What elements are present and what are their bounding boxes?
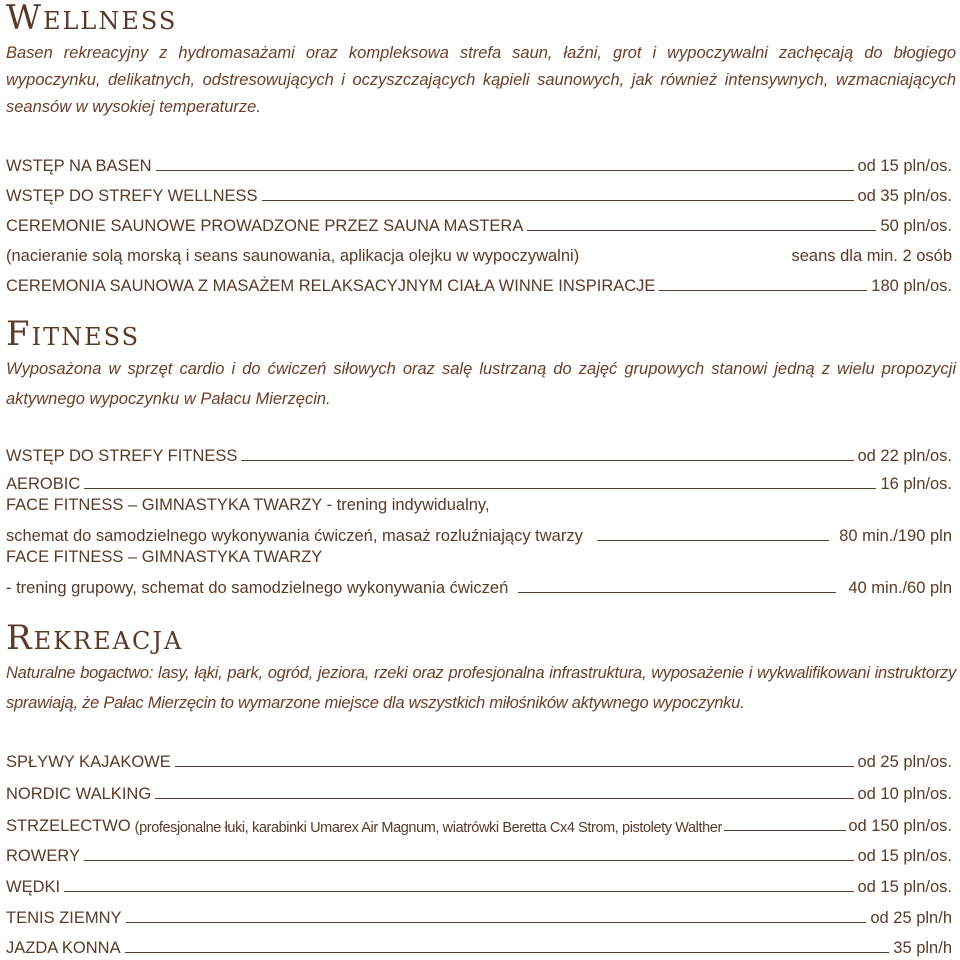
price-row-fitness [6, 440, 952, 466]
item-price: od 35 pln/os. [857, 187, 952, 205]
item-label: AEROBIC [6, 475, 81, 493]
leader-line [64, 891, 853, 892]
price-row-tenis [6, 902, 952, 928]
item-label: WSTĘP DO STREFY WELLNESS [6, 187, 258, 205]
price-row-basen [6, 150, 952, 176]
price-row-ceremonie-note [6, 240, 952, 266]
price-row-kajaki [6, 746, 952, 772]
item-label: NORDIC WALKING [6, 785, 152, 803]
leader-line [84, 860, 854, 861]
item-price: 80 min./190 pln [839, 527, 952, 545]
item-price: 50 pln/os. [880, 217, 952, 235]
fitness-heading: Fitness [6, 314, 141, 354]
item-label: JAZDA KONNA [6, 939, 121, 957]
leader-line [659, 290, 867, 291]
price-row-rowery [6, 840, 952, 866]
item-price: 16 pln/os. [880, 475, 952, 493]
item-label: CEREMONIE SAUNOWE PROWADZONE PRZEZ SAUNA MASTERA [6, 217, 524, 235]
price-row-ceremonie [6, 210, 952, 236]
leader-line [175, 766, 854, 767]
item-price: od 15 pln/os. [857, 878, 952, 896]
leader-line [518, 592, 836, 593]
item-price: od 22 pln/os. [857, 447, 952, 465]
leader-line [126, 922, 867, 923]
wellness-heading: Wellness [6, 0, 178, 38]
item-label: WSTĘP NA BASEN [6, 157, 152, 175]
item-price: 35 pln/h [893, 939, 952, 957]
leader-line [527, 230, 876, 231]
leader-line [262, 200, 854, 201]
price-row-wedki [6, 871, 952, 897]
item-price: 180 pln/os. [871, 277, 952, 295]
price-row-wellness [6, 180, 952, 206]
item-label: WĘDKI [6, 878, 61, 896]
leader-line [84, 488, 876, 489]
wellness-intro: Basen rekreacyjny z hydromasażami oraz kompleksowa strefa saun, łaźni, grot i wypoczywalni zachęcają do błogiego wypoczynku, delikatnych, odstresowujących i oczyszczających kąpieli saunowych, jak również intensywnych, wzmacniających seansów w wysokiej temperaturze. [6, 44, 956, 116]
item-price: 40 min./60 pln [848, 579, 952, 597]
item-price: od 25 pln/h [870, 909, 952, 927]
leader-line [156, 170, 854, 171]
leader-line [125, 952, 890, 953]
item-price-note: seans dla min. 2 osób [791, 247, 952, 265]
face-fitness-individual-title: FACE FITNESS – GIMNASTYKA TWARZY - trening indywidualny, [6, 496, 490, 514]
item-label: WSTĘP DO STREFY FITNESS [6, 447, 238, 465]
leader-line [155, 798, 853, 799]
leader-line [724, 830, 846, 831]
leader-line [241, 460, 853, 461]
face-fitness-group-title: FACE FITNESS – GIMNASTYKA TWARZY [6, 548, 323, 566]
item-label: TENIS ZIEMNY [6, 909, 122, 927]
price-row-face-fitness-group [6, 572, 952, 598]
item-label: CEREMONIA SAUNOWA Z MASAŻEM RELAKSACYJNYM CIAŁA WINNE INSPIRACJE [6, 277, 656, 295]
item-price: od 15 pln/os. [857, 847, 952, 865]
item-label: schemat do samodzielnego wykonywania ćwiczeń, masaż rozluźniający twarzy [6, 527, 583, 545]
price-row-ceremonia-masaz [6, 270, 952, 296]
price-row-face-fitness-individual [6, 520, 952, 546]
rekreacja-heading: Rekreacja [6, 618, 184, 658]
price-row-strzelectwo [6, 810, 952, 836]
price-row-aerobic [6, 468, 952, 494]
item-price: od 15 pln/os. [857, 157, 952, 175]
price-row-nordic-walking [6, 778, 952, 804]
item-label: STRZELECTWO [6, 817, 131, 835]
item-detail: (profesjonalne łuki, karabinki Umarex Air Magnum, wiatrówki Beretta Cx4 Strom, pistolety Walther [134, 820, 722, 836]
item-label: SPŁYWY KAJAKOWE [6, 753, 171, 771]
leader-line [597, 540, 829, 541]
fitness-intro: Wyposażona w sprzęt cardio i do ćwiczeń siłowych oraz salę lustrzaną do zajęć grupowych stanowi jedną z wielu propozycji aktywnego wypoczynku w Pałacu Mierzęcin. [6, 360, 956, 408]
item-note: (nacieranie solą morską i seans saunowania, aplikacja olejku w wypoczywalni) [6, 247, 580, 265]
item-price: od 150 pln/os. [848, 817, 952, 835]
item-label: ROWERY [6, 847, 80, 865]
item-price: od 25 pln/os. [857, 753, 952, 771]
price-row-jazda-konna [6, 932, 952, 958]
item-label: - trening grupowy, schemat do samodzielnego wykonywania ćwiczeń [6, 579, 509, 597]
rekreacja-intro: Naturalne bogactwo: lasy, łąki, park, ogród, jeziora, rzeki oraz profesjonalna infrastruktura, wyposażenie i wykwalifikowani instruktorzy sprawiają, że Pałac Mierzęcin to wymarzone miejsce dla wszystkich miłośników aktywnego wypoczynku. [6, 664, 956, 712]
item-price: od 10 pln/os. [857, 785, 952, 803]
